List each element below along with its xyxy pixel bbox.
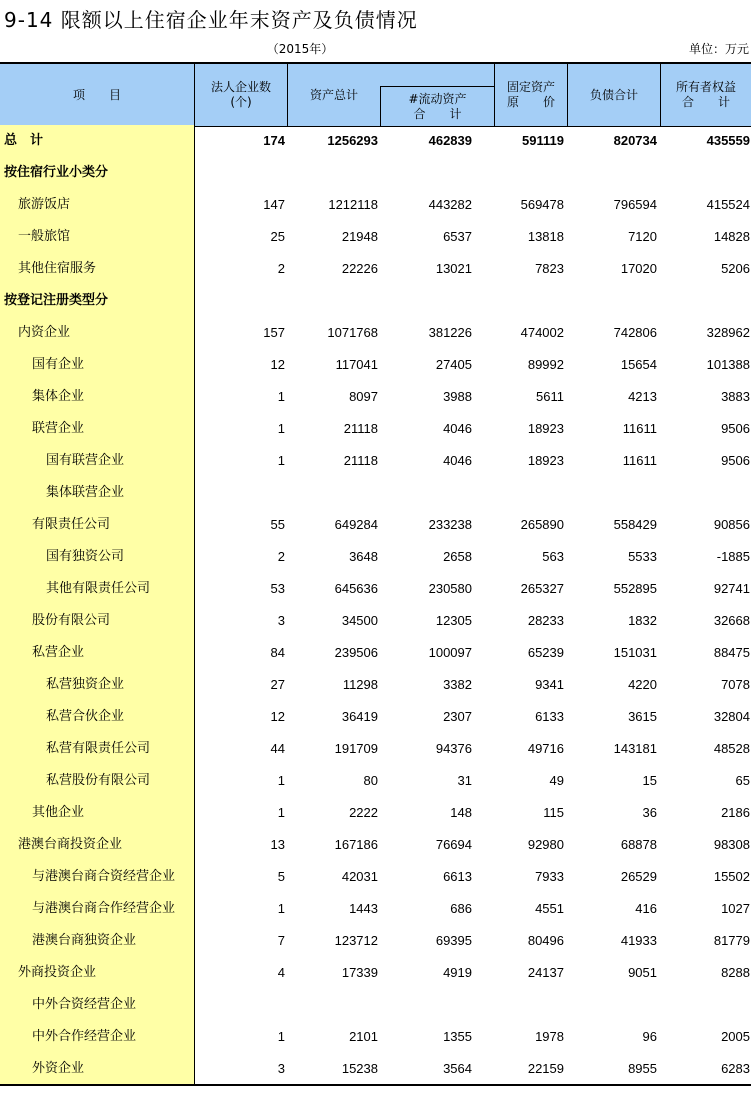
row-value: 1978 — [535, 1029, 564, 1044]
table-row — [0, 829, 751, 861]
row-value: 11298 — [342, 677, 378, 692]
row-value: 435559 — [706, 133, 750, 148]
row-value: 4551 — [535, 901, 564, 916]
row-value: 92741 — [713, 581, 750, 596]
row-value: 48528 — [713, 741, 750, 756]
row-label: 国有联营企业 — [46, 453, 125, 468]
row-value: 7 — [277, 933, 285, 948]
row-value: 117041 — [335, 357, 378, 372]
row-value: 44 — [270, 741, 285, 756]
row-value: 1 — [277, 805, 285, 820]
row-value: 98308 — [713, 837, 750, 852]
row-value: 4046 — [443, 453, 472, 468]
header-current-assets: #流动资产 合 计 — [380, 86, 494, 126]
row-value: 1256293 — [327, 133, 378, 148]
row-value: 11611 — [622, 453, 657, 468]
row-value: 558429 — [613, 517, 657, 532]
row-label: 按住宿行业小类分 — [4, 165, 109, 180]
row-value: 191709 — [334, 741, 378, 756]
row-value: 123712 — [334, 933, 378, 948]
row-value: 1 — [277, 421, 285, 436]
row-value: 4 — [277, 965, 285, 980]
row-value: 1 — [277, 901, 285, 916]
table-row — [0, 701, 751, 733]
table-body — [0, 125, 751, 1085]
row-label: 国有独资公司 — [46, 549, 125, 564]
table-row — [0, 413, 751, 445]
row-value: 6537 — [443, 229, 472, 244]
row-value: 7078 — [721, 677, 750, 692]
row-value: 36419 — [341, 709, 378, 724]
row-value: 9506 — [721, 421, 750, 436]
row-label: 其他有限责任公司 — [46, 581, 151, 596]
row-label: 一般旅馆 — [18, 229, 71, 244]
row-value: 69395 — [435, 933, 472, 948]
row-value: 21118 — [343, 453, 378, 468]
row-value: 3 — [277, 613, 285, 628]
row-value: 31 — [457, 773, 472, 788]
row-value: 1355 — [443, 1029, 472, 1044]
row-value: 1027 — [721, 901, 750, 916]
row-value: 147 — [263, 197, 285, 212]
table-row — [0, 893, 751, 925]
row-label: 集体企业 — [32, 389, 85, 404]
row-value: 1 — [277, 389, 285, 404]
row-value: 265890 — [520, 517, 564, 532]
row-value: 92980 — [527, 837, 564, 852]
row-value: 12305 — [435, 613, 472, 628]
row-label: 国有企业 — [32, 357, 85, 372]
row-value: 2307 — [443, 709, 472, 724]
row-value: 15 — [642, 773, 657, 788]
row-value: 80 — [363, 773, 378, 788]
row-value: 34500 — [341, 613, 378, 628]
row-value: 167186 — [334, 837, 378, 852]
row-value: 742806 — [613, 325, 657, 340]
row-value: 563 — [542, 549, 564, 564]
row-value: 239506 — [334, 645, 378, 660]
row-label: 联营企业 — [32, 421, 85, 436]
row-value: 415524 — [706, 197, 750, 212]
row-value: 22226 — [341, 261, 378, 276]
row-value: 230580 — [428, 581, 472, 596]
table-row — [0, 477, 751, 509]
row-value: 24137 — [527, 965, 564, 980]
row-value: 2658 — [443, 549, 472, 564]
row-value: 686 — [450, 901, 472, 916]
header-legal-count: 法人企业数 (个) — [194, 64, 287, 126]
row-value: 68878 — [620, 837, 657, 852]
row-value: 2186 — [721, 805, 750, 820]
row-value: 90856 — [713, 517, 750, 532]
row-value: 1212118 — [328, 197, 378, 212]
row-label: 与港澳台商合资经营企业 — [32, 869, 176, 884]
row-value: 4919 — [443, 965, 472, 980]
table-row — [0, 189, 751, 221]
row-value: 115 — [543, 805, 564, 820]
row-label: 有限责任公司 — [32, 517, 111, 532]
row-value: 49716 — [527, 741, 564, 756]
row-value: 3988 — [443, 389, 472, 404]
row-value: 1 — [277, 1029, 285, 1044]
row-value: 6283 — [721, 1061, 750, 1076]
table-row — [0, 125, 751, 157]
row-label: 其他住宿服务 — [18, 261, 97, 276]
row-value: 32668 — [713, 613, 750, 628]
row-value: 1443 — [349, 901, 378, 916]
header-total-liabilities: 负债合计 — [567, 64, 660, 126]
table-row — [0, 317, 751, 349]
row-label: 与港澳台商合作经营企业 — [32, 901, 176, 916]
row-value: 265327 — [520, 581, 564, 596]
row-value: 416 — [635, 901, 657, 916]
row-value: 3 — [277, 1061, 285, 1076]
row-value: 4213 — [628, 389, 657, 404]
row-value: 820734 — [613, 133, 657, 148]
row-value: 49 — [549, 773, 564, 788]
row-value: 53 — [270, 581, 285, 596]
table-row — [0, 1053, 751, 1085]
row-label: 旅游饭店 — [18, 197, 71, 212]
table-row — [0, 861, 751, 893]
table-row — [0, 541, 751, 573]
row-value: 151031 — [613, 645, 657, 660]
row-value: 94376 — [435, 741, 472, 756]
row-value: 1832 — [628, 613, 657, 628]
row-value: 15238 — [341, 1061, 378, 1076]
row-value: 15502 — [713, 869, 750, 884]
row-value: 157 — [263, 325, 285, 340]
row-value: 80496 — [527, 933, 564, 948]
row-value: 17339 — [341, 965, 378, 980]
row-label: 外资企业 — [32, 1061, 85, 1076]
row-value: 148 — [450, 805, 472, 820]
row-value: 13818 — [527, 229, 564, 244]
table-row — [0, 637, 751, 669]
header-owners-equity: 所有者权益 合 计 — [660, 64, 751, 126]
table-year: （2015年） — [266, 42, 334, 56]
table-unit: 单位：万元 — [688, 42, 749, 56]
row-value: 88475 — [713, 645, 750, 660]
row-label: 内资企业 — [18, 325, 71, 340]
row-value: 27 — [270, 677, 285, 692]
row-value: 591119 — [522, 133, 564, 148]
row-value: 76694 — [435, 837, 472, 852]
table-row — [0, 221, 751, 253]
row-value: 2005 — [721, 1029, 750, 1044]
row-value: 6133 — [535, 709, 564, 724]
table-row — [0, 957, 751, 989]
row-value: 41933 — [620, 933, 657, 948]
row-label: 私营有限责任公司 — [46, 741, 151, 756]
row-value: 17020 — [620, 261, 657, 276]
row-value: 12 — [270, 709, 285, 724]
row-value: 5 — [277, 869, 285, 884]
row-value: 6613 — [443, 869, 472, 884]
row-value: 328962 — [706, 325, 750, 340]
row-value: 5611 — [536, 389, 564, 404]
row-value: 3564 — [443, 1061, 472, 1076]
row-label: 股份有限公司 — [32, 613, 111, 628]
row-value: 8288 — [721, 965, 750, 980]
row-value: 15654 — [620, 357, 657, 372]
row-label: 私营股份有限公司 — [46, 773, 151, 788]
row-value: 26529 — [620, 869, 657, 884]
table-row — [0, 381, 751, 413]
row-value: 3648 — [349, 549, 378, 564]
row-value: 21948 — [341, 229, 378, 244]
row-label: 按登记注册类型分 — [4, 293, 109, 308]
row-value: 143181 — [613, 741, 657, 756]
row-value: 2 — [277, 261, 285, 276]
row-value: 65239 — [527, 645, 564, 660]
table-row — [0, 669, 751, 701]
row-value: 27405 — [435, 357, 472, 372]
row-value: 1 — [277, 773, 285, 788]
row-value: 8097 — [349, 389, 378, 404]
row-value: 100097 — [428, 645, 472, 660]
row-value: 101388 — [706, 357, 750, 372]
row-value: 5206 — [721, 261, 750, 276]
row-value: 2101 — [349, 1029, 378, 1044]
table-row — [0, 765, 751, 797]
table-bottom-rule — [0, 1084, 751, 1086]
row-value: 14828 — [713, 229, 750, 244]
row-value: 13021 — [435, 261, 472, 276]
table-row — [0, 253, 751, 285]
row-value: 22159 — [527, 1061, 564, 1076]
row-value: 9341 — [535, 677, 564, 692]
row-value: 3883 — [721, 389, 750, 404]
row-value: 1 — [277, 453, 285, 468]
row-value: 552895 — [613, 581, 657, 596]
row-label: 外商投资企业 — [18, 965, 97, 980]
table-row — [0, 349, 751, 381]
row-value: 32804 — [713, 709, 750, 724]
row-value: 3615 — [628, 709, 657, 724]
row-value: 25 — [270, 229, 285, 244]
table-row — [0, 445, 751, 477]
table-row — [0, 733, 751, 765]
row-value: 9506 — [721, 453, 750, 468]
row-value: 18923 — [527, 421, 564, 436]
row-value: 569478 — [520, 197, 564, 212]
row-label: 私营企业 — [32, 645, 85, 660]
row-value: 649284 — [334, 517, 378, 532]
row-label: 中外合作经营企业 — [32, 1029, 137, 1044]
row-value: 1071768 — [327, 325, 378, 340]
row-value: 55 — [270, 517, 285, 532]
row-value: 28233 — [527, 613, 564, 628]
row-value: 7933 — [535, 869, 564, 884]
row-value: -1885 — [716, 549, 750, 564]
row-value: 2 — [277, 549, 285, 564]
row-value: 84 — [270, 645, 285, 660]
row-value: 443282 — [428, 197, 472, 212]
row-value: 11611 — [622, 421, 657, 436]
row-value: 13 — [270, 837, 285, 852]
table-header — [0, 62, 751, 127]
row-value: 7823 — [535, 261, 564, 276]
row-value: 796594 — [613, 197, 657, 212]
row-value: 645636 — [334, 581, 378, 596]
row-label: 港澳台商投资企业 — [18, 837, 123, 852]
table-row — [0, 989, 751, 1021]
header-total-assets: 资产总计 — [287, 64, 494, 126]
row-value: 474002 — [520, 325, 564, 340]
row-value: 2222 — [349, 805, 378, 820]
table-row — [0, 797, 751, 829]
row-value: 89992 — [527, 357, 564, 372]
table-row — [0, 573, 751, 605]
row-value: 96 — [642, 1029, 657, 1044]
table-row — [0, 1021, 751, 1053]
table-row — [0, 925, 751, 957]
row-label: 其他企业 — [32, 805, 85, 820]
row-value: 12 — [270, 357, 285, 372]
row-value: 65 — [735, 773, 750, 788]
row-value: 4220 — [628, 677, 657, 692]
row-value: 21118 — [343, 421, 378, 436]
row-value: 7120 — [628, 229, 657, 244]
row-value: 381226 — [428, 325, 472, 340]
row-value: 8955 — [628, 1061, 657, 1076]
row-label: 港澳台商独资企业 — [32, 933, 137, 948]
header-fixed-assets: 固定资产 原 价 — [494, 64, 567, 126]
row-value: 233238 — [428, 517, 472, 532]
row-value: 174 — [263, 133, 285, 148]
table-title: 9-14 限额以上住宿企业年末资产及负债情况 — [4, 8, 418, 32]
row-value: 4046 — [443, 421, 472, 436]
row-label: 总 计 — [4, 133, 44, 148]
row-label: 中外合资经营企业 — [32, 997, 137, 1012]
row-value: 18923 — [527, 453, 564, 468]
row-value: 9051 — [628, 965, 657, 980]
header-item: 项 目 — [72, 87, 121, 102]
row-value: 5533 — [628, 549, 657, 564]
table-row — [0, 157, 751, 189]
row-value: 42031 — [341, 869, 378, 884]
table-row — [0, 285, 751, 317]
row-value: 462839 — [428, 133, 472, 148]
row-label: 私营合伙企业 — [46, 709, 125, 724]
table-row — [0, 509, 751, 541]
table-row — [0, 605, 751, 637]
row-value: 36 — [642, 805, 657, 820]
row-label: 集体联营企业 — [46, 485, 125, 500]
row-value: 81779 — [713, 933, 750, 948]
row-value: 3382 — [443, 677, 472, 692]
row-label: 私营独资企业 — [46, 677, 125, 692]
